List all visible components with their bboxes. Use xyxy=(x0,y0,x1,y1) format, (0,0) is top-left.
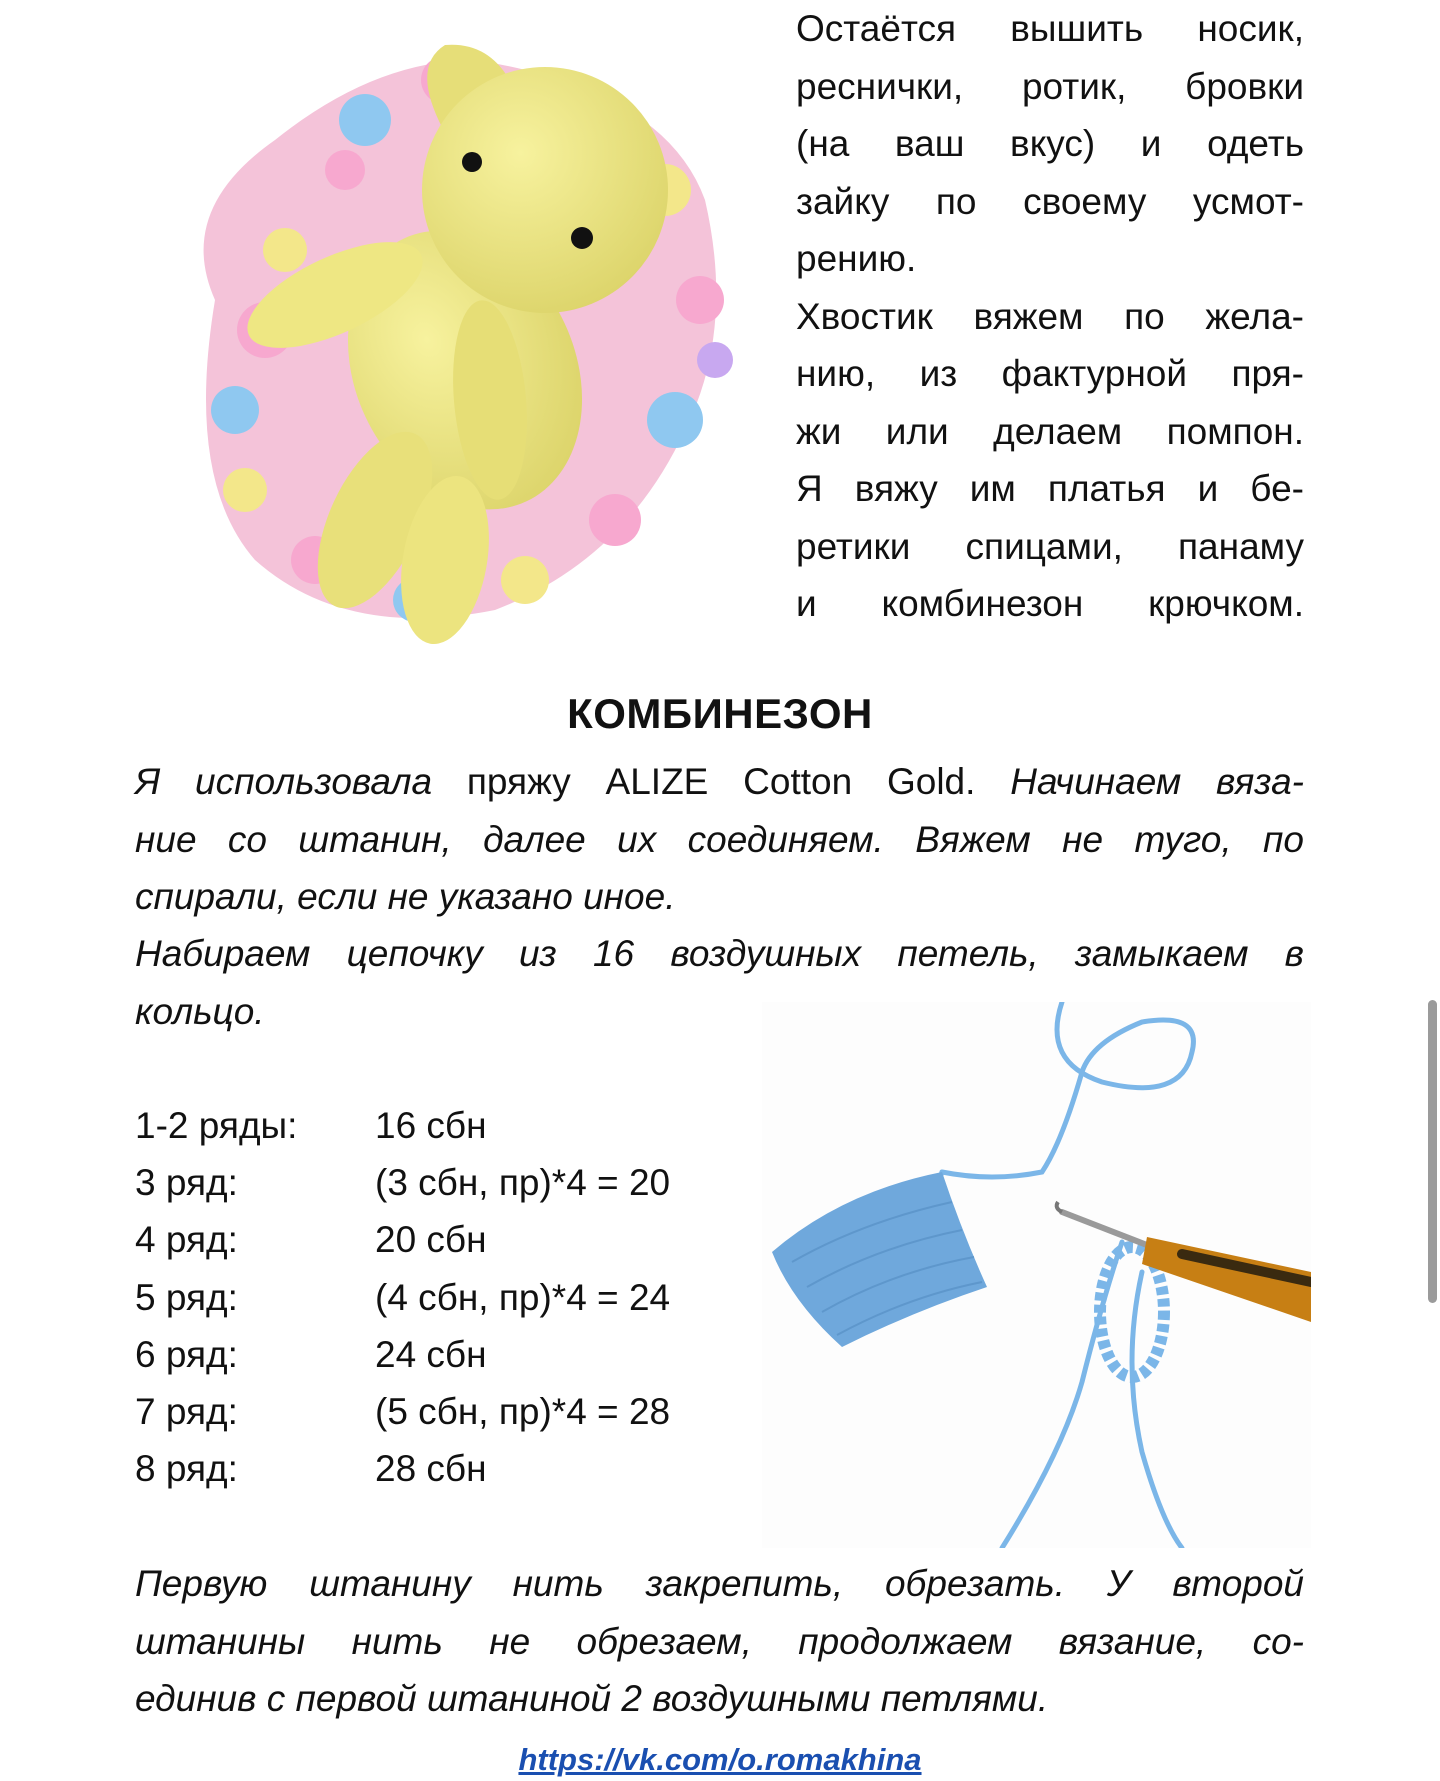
text-line: зайку по своему усмот- xyxy=(796,180,1304,222)
row-instruction xyxy=(135,1383,670,1440)
text-line: штанины нить не обрезаем, продолжаем вязание, со- xyxy=(135,1620,1304,1662)
text-line: ние со штанин, далее их соединяем. Вяжем не туго, по xyxy=(135,818,1304,860)
text-line: нию, из фактурной пря- xyxy=(796,353,1304,394)
row-instructions xyxy=(135,1097,670,1498)
intro-paragraph-2 xyxy=(796,288,1304,461)
intro-paragraph-3 xyxy=(796,460,1304,633)
bunny-eye-right xyxy=(571,227,593,249)
text-line: реснички, ротик, бровки xyxy=(796,65,1304,107)
row-instruction xyxy=(135,1441,670,1498)
vk-profile-link[interactable]: https://vk.com/o.romakhina xyxy=(518,1742,922,1777)
text-line xyxy=(135,753,1304,811)
row-value: (3 сбн, пр)*4 = 20 xyxy=(375,1161,671,1203)
knitted-leg-piece xyxy=(772,1172,987,1347)
row-instruction xyxy=(135,1097,670,1154)
crochet-bunny-image xyxy=(145,0,770,675)
text-line: Я вяжу им платья и бе- xyxy=(796,468,1304,509)
row-value: 16 сбн xyxy=(375,1104,487,1146)
italic-text: Я использовала xyxy=(135,761,433,802)
row-label: 6 ряд: xyxy=(135,1333,238,1375)
row-label: 1-2 ряды: xyxy=(135,1104,298,1146)
text-line: (на ваш вкус) и одеть xyxy=(796,123,1304,164)
row-label: 8 ряд: xyxy=(135,1448,238,1490)
intro-paragraph-1 xyxy=(796,0,1304,288)
text-line: рению. xyxy=(796,238,917,279)
row-value: 24 сбн xyxy=(375,1333,487,1375)
section-title: КОМБИНЕЗОН xyxy=(567,690,873,737)
row-instruction xyxy=(135,1212,670,1269)
row-label: 4 ряд: xyxy=(135,1219,238,1261)
yarn-brand-text: пряжу ALIZE Cotton Gold. xyxy=(432,761,976,802)
bunny-photo xyxy=(145,0,770,675)
text-line: Хвостик вяжем по жела- xyxy=(796,295,1304,337)
crochet-hook-photo xyxy=(762,1002,1311,1548)
text-line: кольцо. xyxy=(135,990,265,1032)
row-label: 5 ряд: xyxy=(135,1276,238,1318)
text-line: единив с первой штаниной 2 воздушными петлями. xyxy=(135,1678,1049,1719)
row-instruction xyxy=(135,1326,670,1383)
closing-paragraph xyxy=(135,1555,1304,1728)
crochet-hook xyxy=(1057,1202,1311,1322)
row-instruction xyxy=(135,1154,670,1211)
italic-text: Начинаем вяза- xyxy=(975,761,1304,802)
knitted-leg-and-hook-image xyxy=(762,1002,1311,1548)
text-line: жи или делаем помпон. xyxy=(796,410,1304,452)
row-value: 20 сбн xyxy=(375,1219,487,1261)
row-instruction xyxy=(135,1269,670,1326)
text-line: Остаётся вышить носик, xyxy=(796,8,1304,49)
row-value: 28 сбн xyxy=(375,1448,487,1490)
row-value: (4 сбн, пр)*4 = 24 xyxy=(375,1276,671,1318)
yarn-paragraph xyxy=(135,753,1304,926)
intro-text xyxy=(796,0,1304,633)
text-line: спирали, если не указано иное. xyxy=(135,876,676,917)
scrollbar[interactable] xyxy=(1428,1000,1437,1303)
text-line: и комбинезон крючком. xyxy=(796,583,1304,624)
row-label: 3 ряд: xyxy=(135,1161,238,1203)
text-line: Первую штанину нить закрепить, обрезать. У второй xyxy=(135,1563,1304,1604)
row-label: 7 ряд: xyxy=(135,1391,238,1433)
row-value: (5 сбн, пр)*4 = 28 xyxy=(375,1391,671,1433)
text-line: Набираем цепочку из 16 воздушных петель, замыкаем в xyxy=(135,933,1304,974)
text-line: ретики спицами, панаму xyxy=(796,525,1304,567)
bunny-head xyxy=(422,67,668,313)
bunny-eye-left xyxy=(462,152,482,172)
